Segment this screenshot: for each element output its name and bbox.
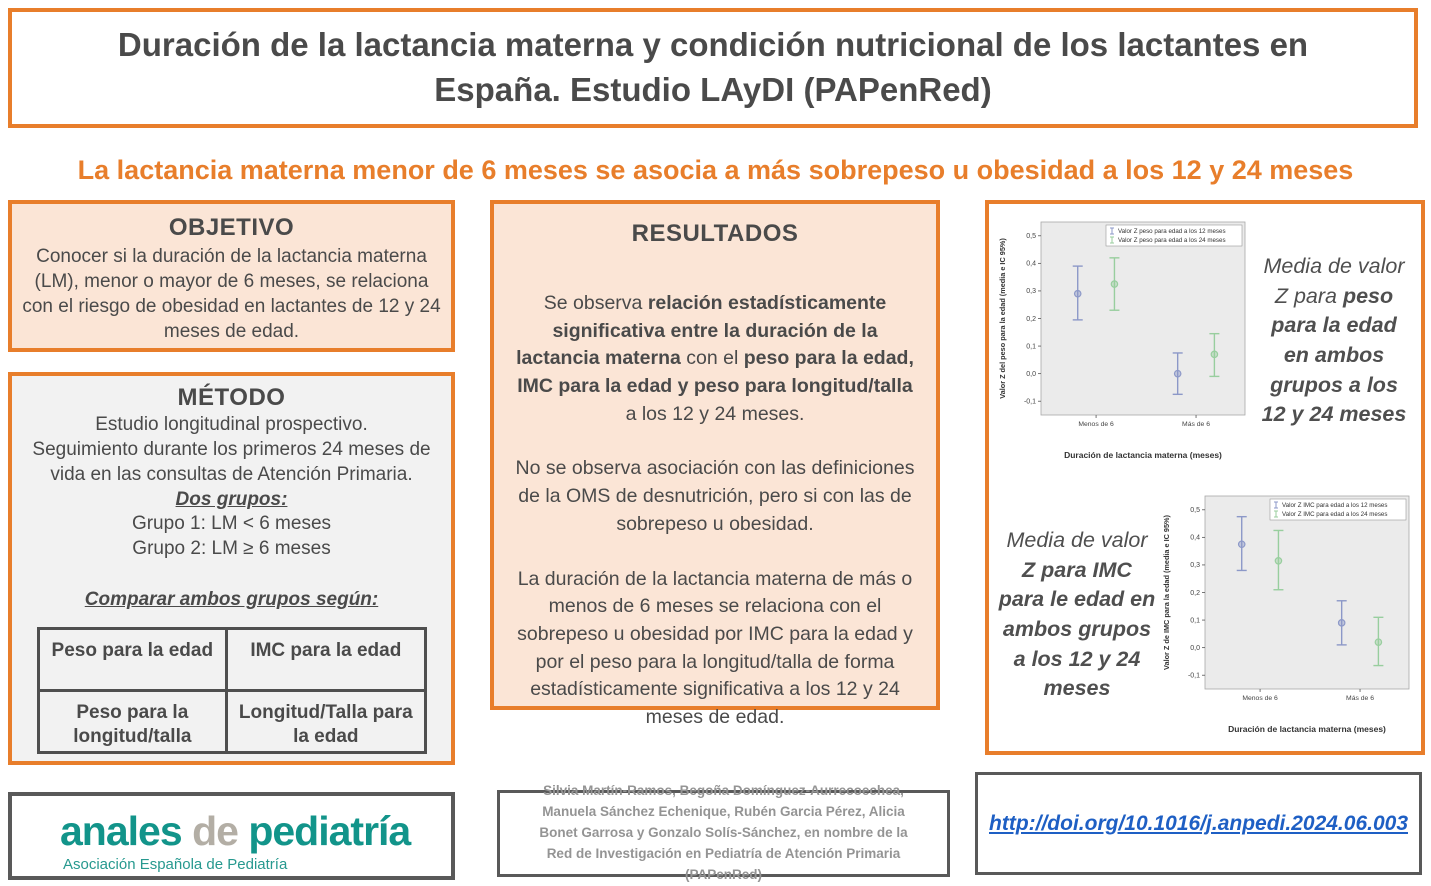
svg-text:Valor Z IMC para edad a los 24: Valor Z IMC para edad a los 24 meses bbox=[1282, 510, 1388, 518]
comparison-table bbox=[37, 627, 427, 754]
table-cell-imc-edad: IMC para la edad bbox=[227, 629, 425, 691]
logo-word-de: de bbox=[192, 808, 238, 854]
resultados-panel bbox=[490, 200, 940, 728]
svg-text:0,0: 0,0 bbox=[1026, 370, 1036, 378]
svg-text:0,2: 0,2 bbox=[1190, 589, 1200, 597]
svg-text:Más de 6: Más de 6 bbox=[1346, 694, 1375, 702]
logo-word-pediatria: pediatría bbox=[248, 808, 411, 854]
objetivo-body: Conocer si la duración de la lactancia materna (LM), menor o mayor de 6 meses, se relaciona con el riesgo de obesidad en lactantes de 12 y 24 meses de edad. bbox=[22, 246, 441, 343]
svg-text:0,5: 0,5 bbox=[1190, 506, 1200, 514]
dos-grupos-label: Dos grupos: bbox=[175, 489, 288, 511]
svg-text:Valor Z del peso para la edad: Valor Z del peso para la edad (media e IC 95%) bbox=[998, 237, 1007, 399]
figure-row-peso bbox=[989, 204, 1421, 478]
doi-box bbox=[975, 772, 1422, 875]
metodo-line1: Estudio longitudinal prospectivo. bbox=[95, 414, 368, 435]
resultados-heading: RESULTADOS bbox=[631, 220, 799, 247]
svg-text:0,1: 0,1 bbox=[1190, 616, 1200, 624]
metodo-panel bbox=[8, 372, 455, 765]
poster-title-box bbox=[8, 8, 1418, 128]
svg-text:0,1: 0,1 bbox=[1026, 342, 1036, 350]
figure-caption-imc bbox=[989, 526, 1159, 704]
svg-text:Menos de 6: Menos de 6 bbox=[1242, 694, 1278, 702]
svg-text:0,4: 0,4 bbox=[1026, 260, 1036, 268]
metodo-heading: MÉTODO bbox=[177, 384, 286, 411]
resultados-paragraph-1: Se observa relación estadísticamente significativa entre la duración de la lactancia materna con el peso para la edad, IMC para la edad y peso para longitud/talla a los 12 y 24 meses. bbox=[516, 292, 914, 425]
svg-text:Menos de 6: Menos de 6 bbox=[1078, 420, 1114, 428]
caption-bold-text: Z para IMC para le edad en ambos grupos a los 12 y 24 meses bbox=[998, 557, 1156, 701]
svg-text:Valor Z peso para edad a los 1: Valor Z peso para edad a los 12 meses bbox=[1118, 227, 1226, 235]
svg-text:0,0: 0,0 bbox=[1190, 644, 1200, 652]
metodo-line2: Seguimiento durante los primeros 24 meses de vida en las consultas de Atención Primaria. bbox=[32, 439, 431, 486]
authors-text: Silvia Martín-Ramos, Begoña Domínguez-Aurrecoechea, Manuela Sánchez Echenique, Rubén Garcia Pérez, Alicia Bonet Garrosa y Gonzalo Solís-Sánchez, en nombre de la Red de Investigación en Pediatría de Atención Primaria (PAPenRed) bbox=[539, 783, 908, 882]
poster-title: Duración de la lactancia materna y condición nutricional de los lactantes en España. Estudio LAyDI (PAPenRed) bbox=[117, 26, 1309, 108]
figure-caption-peso bbox=[1257, 252, 1421, 430]
caption-normal-text: Media de valor bbox=[1006, 528, 1148, 553]
journal-association-subtitle: Asociación Española de Pediatría bbox=[63, 856, 288, 873]
logo-word-anales: anales bbox=[60, 808, 182, 854]
objetivo-heading: OBJETIVO bbox=[168, 214, 295, 241]
svg-text:Duración de lactancia materna: Duración de lactancia materna (meses) bbox=[1064, 449, 1222, 460]
comparar-label: Comparar ambos grupos según: bbox=[84, 589, 379, 611]
svg-text:0,2: 0,2 bbox=[1026, 315, 1036, 323]
figures-panel bbox=[985, 200, 1425, 755]
resultados-paragraph-3: La duración de la lactancia materna de más o menos de 6 meses se relaciona con el sobrepeso u obesidad por IMC para la edad y por el peso para la longitud/talla de forma estadísticamente significativa a los 12 y 24 meses de edad. bbox=[517, 567, 913, 728]
svg-text:-0,1: -0,1 bbox=[1023, 398, 1036, 406]
figure-row-imc bbox=[989, 478, 1421, 752]
resultados-paragraph-2: No se observa asociación con las definiciones de la OMS de desnutrición, pero si con las de sobrepeso u obesidad. bbox=[515, 457, 915, 535]
svg-text:0,3: 0,3 bbox=[1190, 561, 1200, 569]
svg-text:0,4: 0,4 bbox=[1190, 534, 1200, 542]
svg-text:0,5: 0,5 bbox=[1026, 232, 1036, 240]
svg-text:Valor Z peso para edad a los 2: Valor Z peso para edad a los 24 meses bbox=[1118, 236, 1226, 244]
errorbar-chart-peso bbox=[989, 216, 1257, 467]
svg-text:Más de 6: Más de 6 bbox=[1182, 420, 1211, 428]
table-cell-peso-longitud: Peso para la longitud/talla bbox=[38, 691, 227, 753]
caption-bold-text: peso para la edad en ambos grupos a los 12 y 24 meses bbox=[1261, 283, 1407, 427]
svg-text:Valor Z de IMC para la edad (m: Valor Z de IMC para la edad (media e IC 95%) bbox=[1162, 514, 1171, 670]
journal-logo-box bbox=[8, 792, 455, 880]
svg-text:-0,1: -0,1 bbox=[1187, 672, 1200, 680]
svg-text:Valor Z IMC para edad a los 12: Valor Z IMC para edad a los 12 meses bbox=[1282, 501, 1388, 509]
journal-logo bbox=[60, 808, 451, 855]
doi-link[interactable]: http://doi.org/10.1016/j.anpedi.2024.06.003 bbox=[989, 811, 1408, 835]
authors-box bbox=[497, 783, 950, 882]
key-message: La lactancia materna menor de 6 meses se asocia a más sobrepeso u obesidad a los 12 y 24 meses bbox=[77, 155, 1354, 185]
table-cell-peso-edad: Peso para la edad bbox=[38, 629, 227, 691]
objetivo-panel bbox=[8, 200, 455, 352]
grupo1-line: Grupo 1: LM < 6 meses bbox=[131, 513, 332, 535]
grupo2-line: Grupo 2: LM ≥ 6 meses bbox=[132, 538, 331, 560]
table-cell-longitud-edad: Longitud/Talla para la edad bbox=[227, 691, 425, 753]
svg-text:0,3: 0,3 bbox=[1026, 287, 1036, 295]
caption-normal-text: Media de valor Z para bbox=[1263, 254, 1405, 308]
errorbar-chart-imc bbox=[1159, 490, 1421, 741]
svg-text:Duración de lactancia materna: Duración de lactancia materna (meses) bbox=[1228, 723, 1386, 734]
